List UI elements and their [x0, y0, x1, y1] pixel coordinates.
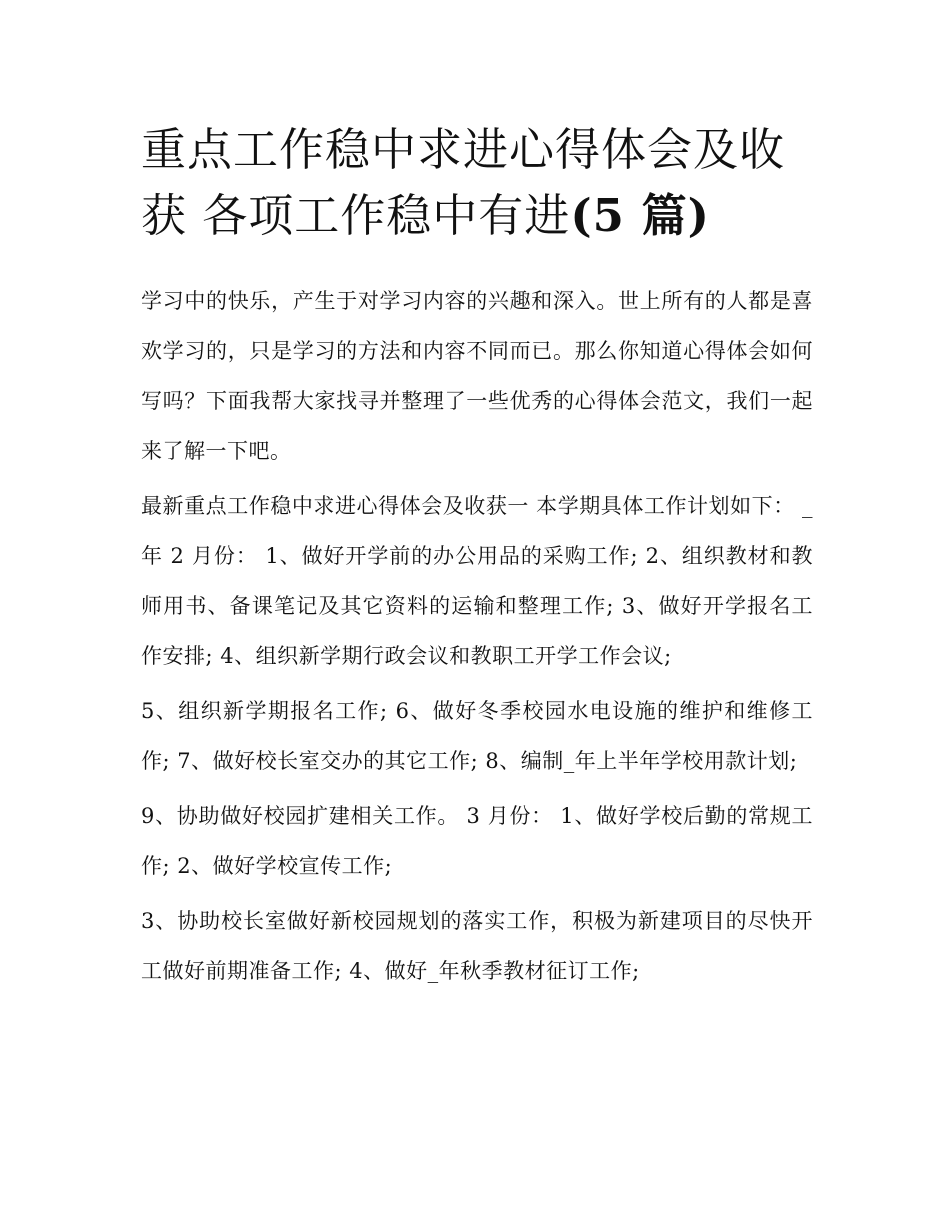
body-paragraph: 3、协助校长室做好新校园规划的落实工作，积极为新建项目的尽快开工做好前期准备工作; 4、做好_年秋季教材征订工作; — [141, 909, 813, 983]
body-paragraph: 9、协助做好校园扩建相关工作。 3 月份： 1、做好学校后勤的常规工作; 2、做好学校宣传工作; — [141, 804, 813, 878]
document-title-main: 重点工作稳中求进心得体会及收获 各项工作稳中有进 — [141, 123, 786, 242]
document-title — [141, 117, 813, 249]
body-paragraph: 最新重点工作稳中求进心得体会及收获一 本学期具体工作计划如下： _年 2 月份： 1、做好开学前的办公用品的采购工作; 2、组织教材和教师用书、备课笔记及其它资料的运输和整理工作; 3、做好开学报名工作安排; 4、组织新学期行政会议和教职工开学工作会议; — [141, 494, 813, 668]
body-paragraph: 5、组织新学期报名工作; 6、做好冬季校园水电设施的维护和维修工作; 7、做好校长室交办的其它工作; 8、编制_年上半年学校用款计划; — [141, 699, 813, 773]
document-title-suffix: (5 篇) — [570, 189, 710, 242]
document-page — [141, 0, 813, 1229]
intro-paragraph: 学习中的快乐，产生于对学习内容的兴趣和深入。世上所有的人都是喜欢学习的，只是学习的方法和内容不同而已。那么你知道心得体会如何写吗？下面我帮大家找寻并整理了一些优秀的心得体会范文，我们一起来了解一下吧。 — [141, 289, 813, 463]
document-body — [141, 276, 813, 1001]
